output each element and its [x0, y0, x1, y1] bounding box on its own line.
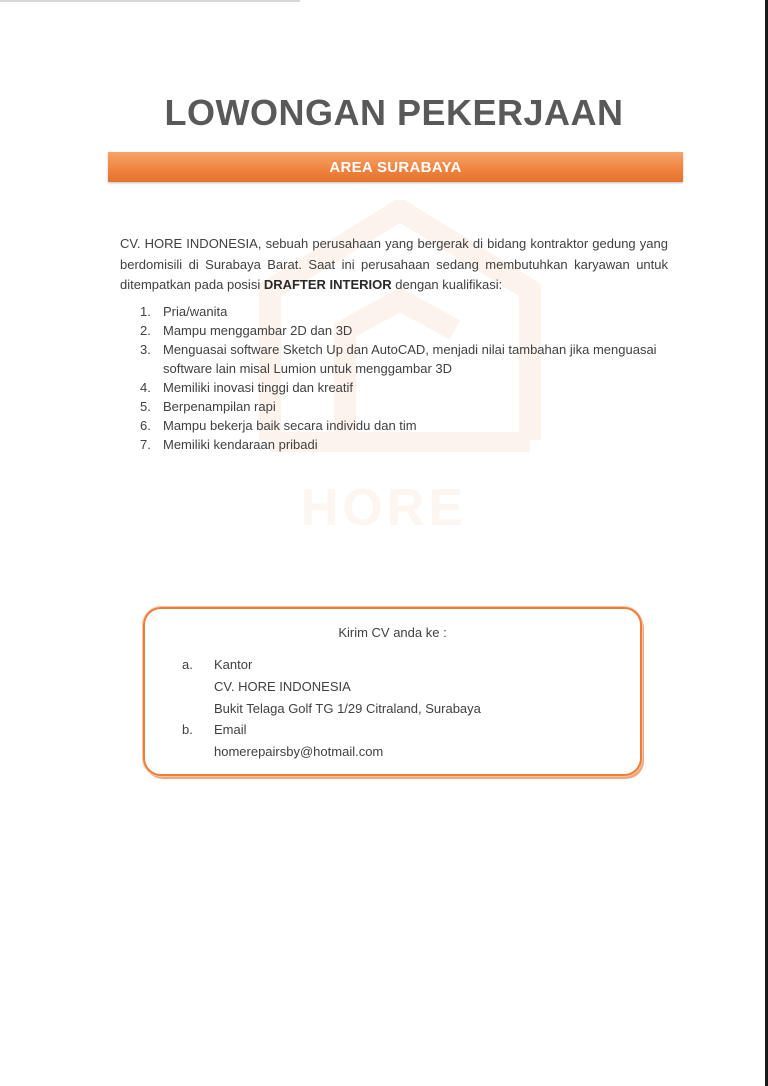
- page-title: LOWONGAN PEKERJAAN: [164, 92, 624, 133]
- qualification-number: 3.: [140, 342, 151, 357]
- office-label: Kantor: [214, 657, 253, 672]
- email-address[interactable]: homerepairsby@hotmail.com: [214, 744, 384, 759]
- qualification-number: 2.: [140, 323, 151, 338]
- qualification-item: [120, 321, 680, 340]
- office-letter: a.: [182, 657, 193, 672]
- qualification-text: Memiliki kendaraan pribadi: [163, 437, 318, 452]
- office-address: Bukit Telaga Golf TG 1/29 Citraland, Surabaya: [214, 701, 481, 716]
- qualification-text: Menguasai software Sketch Up dan AutoCAD, menjadi nilai tambahan jika menguasai software lain misal Lumion untuk menggambar 3D: [163, 342, 657, 376]
- qualification-text: Memiliki inovasi tinggi dan kreatif: [163, 380, 354, 395]
- qualification-text: Mampu bekerja baik secara individu dan tim: [163, 418, 417, 433]
- email-letter: b.: [182, 722, 193, 737]
- scan-edge-top: [0, 0, 300, 2]
- qualification-item: [120, 397, 680, 416]
- qualification-number: 7.: [140, 437, 151, 452]
- qualification-item: [120, 435, 680, 454]
- intro-text: CV. HORE INDONESIA, sebuah perusahaan yang bergerak di bidang kontraktor gedung yang berdomisili di Surabaya Barat. Saat ini perusahaan sedang membutuhkan karyawan untuk ditempatkan pada posisi: [120, 236, 668, 292]
- qualification-item: [120, 340, 680, 378]
- qualification-text: Berpenampilan rapi: [163, 399, 276, 414]
- qualification-number: 1.: [140, 304, 151, 319]
- qualification-item: [120, 302, 680, 321]
- qualification-number: 6.: [140, 418, 151, 433]
- qualification-item: [120, 416, 680, 435]
- qualification-number: 4.: [140, 380, 151, 395]
- email-row: [182, 719, 247, 741]
- watermark-text: HORE: [300, 479, 468, 537]
- send-cv-title: Kirim CV anda ke :: [338, 625, 447, 640]
- qualification-text: Mampu menggambar 2D dan 3D: [163, 323, 353, 338]
- intro-text-end: dengan kualifikasi:: [391, 277, 503, 292]
- area-banner: [108, 152, 683, 182]
- email-label: Email: [214, 722, 247, 737]
- send-cv-box: [143, 607, 642, 776]
- qualification-list: [120, 302, 680, 454]
- qualification-item: [120, 378, 680, 397]
- qualification-text: Pria/wanita: [163, 304, 228, 319]
- area-label: AREA SURABAYA: [329, 158, 462, 176]
- office-company: CV. HORE INDONESIA: [214, 679, 351, 694]
- position-name: DRAFTER INTERIOR: [263, 277, 392, 292]
- office-row: [182, 654, 252, 676]
- qualification-number: 5.: [140, 399, 151, 414]
- intro-paragraph: [120, 234, 668, 296]
